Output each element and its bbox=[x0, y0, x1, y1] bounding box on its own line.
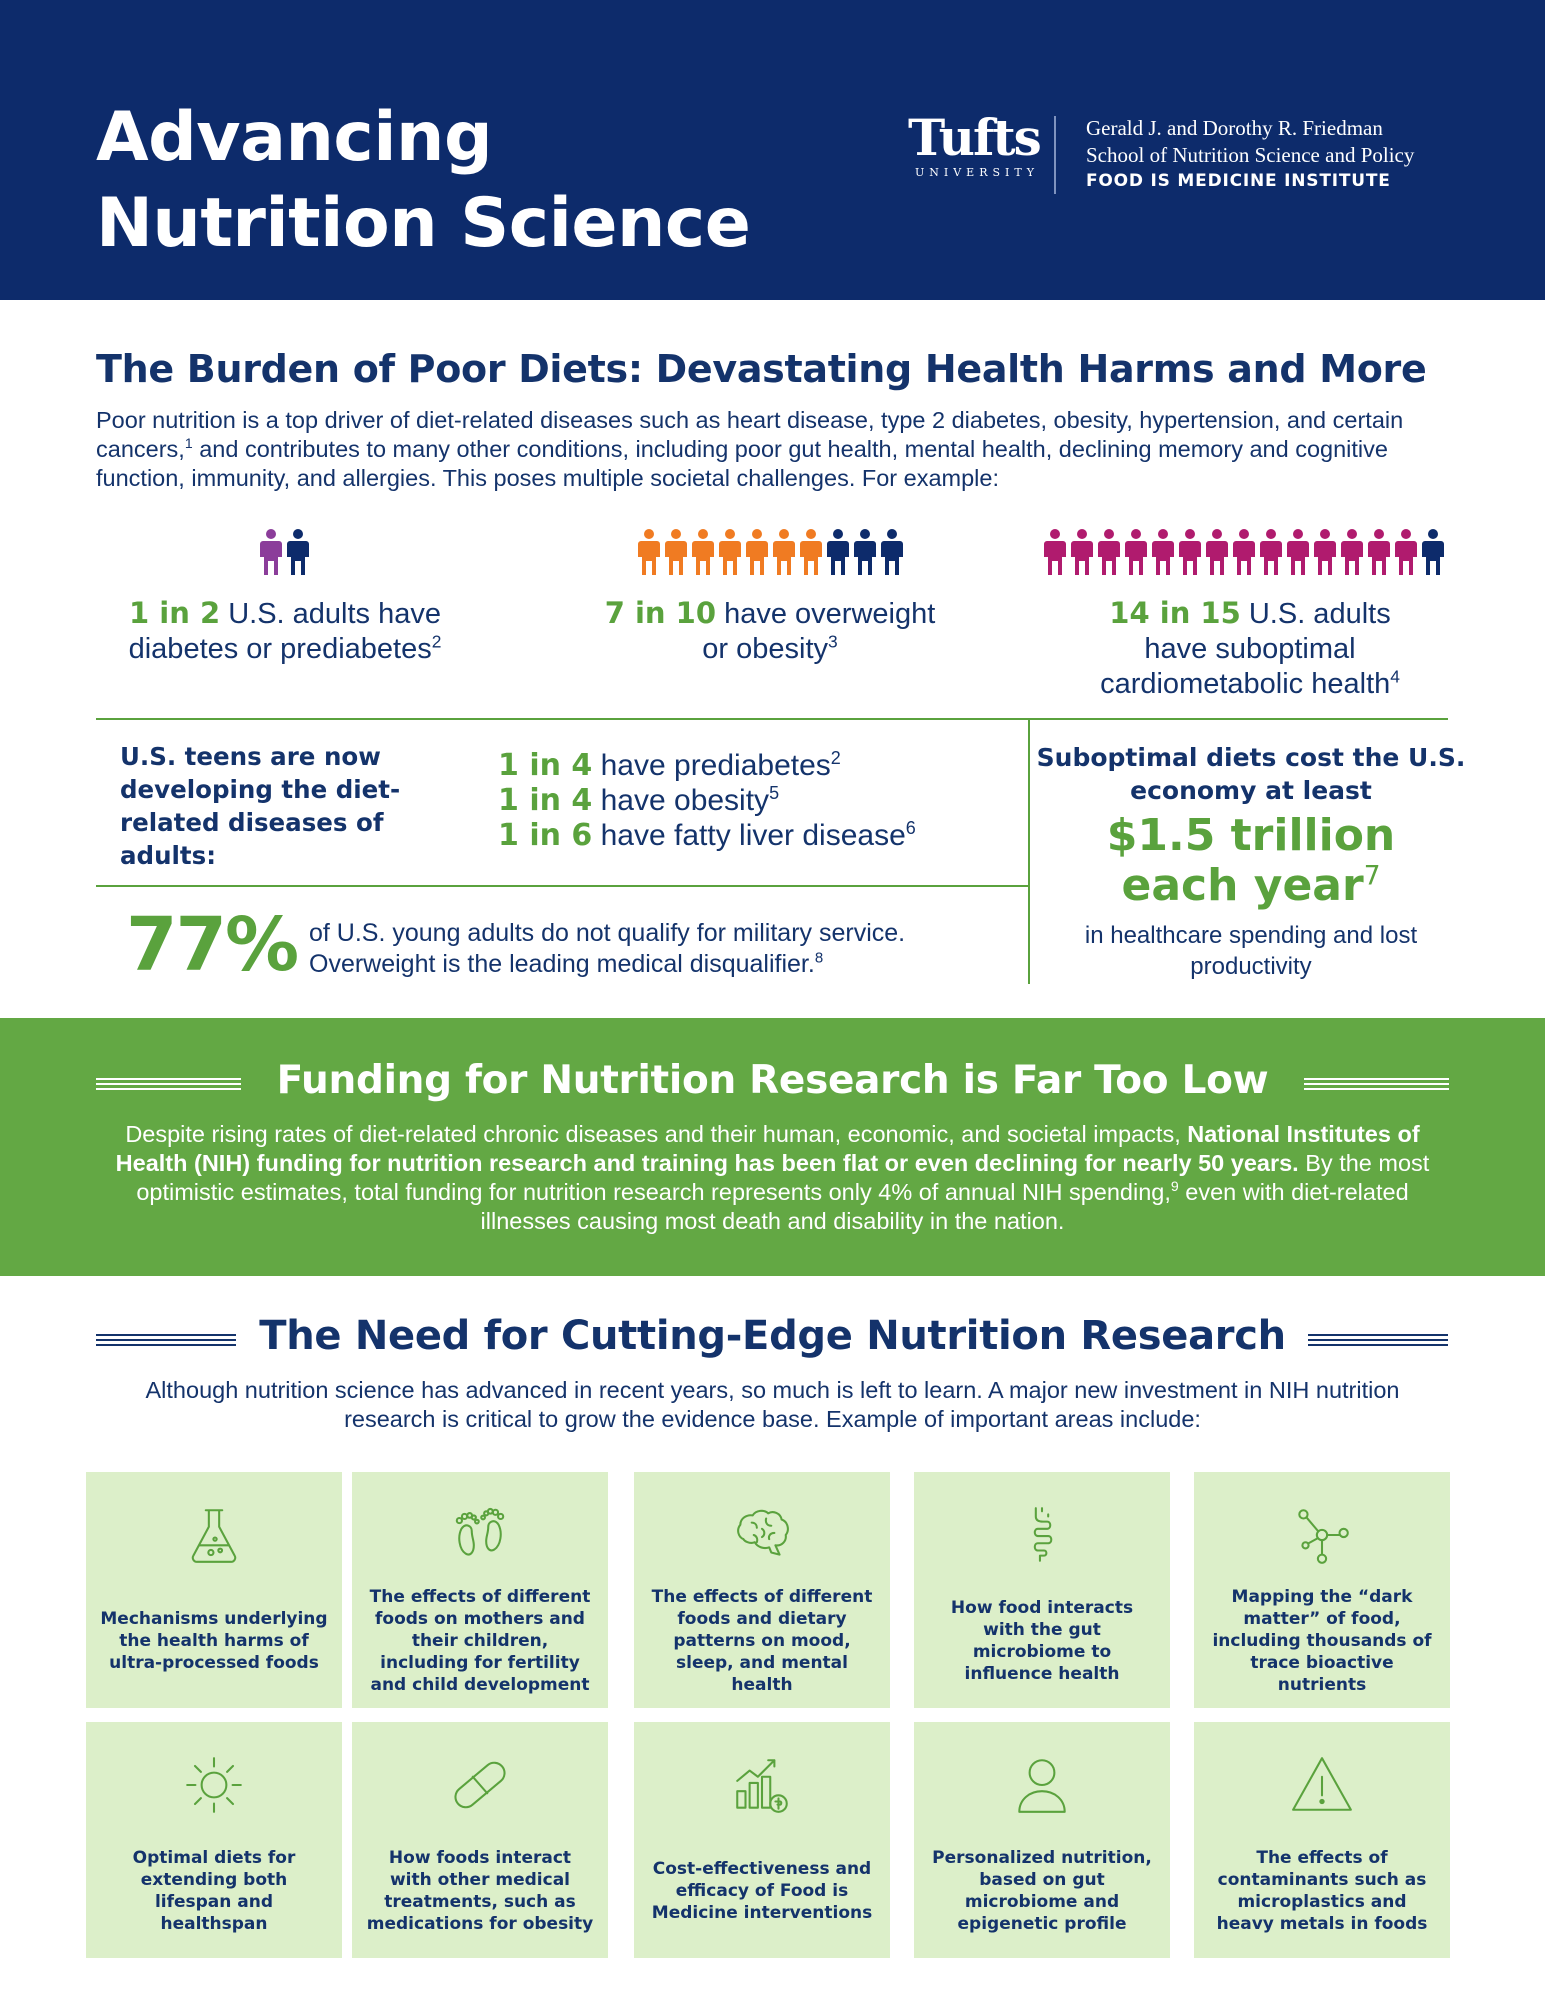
stat-text: cardiometabolic health bbox=[1100, 668, 1391, 700]
institute-name: FOOD IS MEDICINE INSTITUTE bbox=[1086, 171, 1391, 191]
school-name-line-1: Gerald J. and Dorothy R. Friedman bbox=[1086, 116, 1383, 140]
stat-diabetes bbox=[90, 596, 480, 667]
research-area-tile bbox=[634, 1722, 890, 1958]
person-icon bbox=[1259, 528, 1283, 576]
military-text bbox=[309, 918, 905, 980]
sun-icon bbox=[181, 1752, 247, 1823]
footnote-ref: 3 bbox=[828, 631, 838, 652]
school-name-line-2: School of Nutrition Science and Policy bbox=[1086, 143, 1415, 167]
footnote-ref: 5 bbox=[769, 783, 780, 803]
research-area-label: Mapping the “dark matter” of food, including thousands of trace bioactive nutrients bbox=[1212, 1587, 1432, 1695]
teens-stats-list bbox=[498, 748, 916, 853]
economy-amount bbox=[1036, 811, 1466, 911]
need-title: The Need for Cutting-Edge Nutrition Research bbox=[259, 1313, 1286, 1359]
person-icon bbox=[1178, 528, 1202, 576]
brain-icon bbox=[729, 1502, 795, 1573]
economy-amount-line-1: $1.5 trillion bbox=[1106, 810, 1396, 861]
footnote-ref: 2 bbox=[431, 631, 442, 652]
research-area-tile bbox=[914, 1722, 1170, 1958]
research-area-label: How food interacts with the gut microbiome to influence health bbox=[950, 1598, 1134, 1684]
footnote-ref: 8 bbox=[814, 949, 824, 967]
people-icons-overweight bbox=[637, 528, 904, 576]
burden-intro-part-2: and contributes to many other conditions, including poor gut health, mental health, declining memory and cognitive function, immunity, and allergies. This poses multiple societal challenges. For example: bbox=[96, 436, 1388, 491]
footnote-ref: 1 bbox=[184, 435, 193, 452]
stat-highlight: 1 in 6 bbox=[498, 818, 593, 853]
funding-title: Funding for Nutrition Research is Far Too Low bbox=[276, 1058, 1269, 1103]
stat-highlight: 1 in 4 bbox=[498, 748, 593, 783]
teens-heading: U.S. teens are now developing the diet-related diseases of adults: bbox=[120, 742, 401, 870]
person-icon bbox=[1097, 528, 1121, 576]
warning-icon bbox=[1289, 1752, 1355, 1823]
stat-text: have suboptimal bbox=[1144, 633, 1356, 665]
research-area-tile bbox=[634, 1472, 890, 1708]
divider-vertical bbox=[1028, 718, 1030, 984]
economy-footer: in healthcare spending and lost productivity bbox=[1084, 922, 1418, 980]
footnote-ref: 4 bbox=[1390, 666, 1400, 687]
stat-text: or obesity bbox=[702, 633, 829, 665]
header-banner bbox=[0, 0, 1545, 300]
people-icons-diabetes bbox=[259, 528, 310, 576]
person-icon bbox=[1043, 528, 1067, 576]
funding-body-part-2: By the most optimistic estimates, total funding for nutrition research represents only 4% of annual NIH spending, bbox=[136, 1150, 1430, 1205]
research-area-label: The effects of contaminants such as microplastics and heavy metals in foods bbox=[1216, 1848, 1428, 1934]
funding-body-part-1: Despite rising rates of diet-related chronic diseases and their human, economic, and societal impacts, bbox=[125, 1121, 1188, 1147]
research-area-label: Optimal diets for extending both lifespan and healthspan bbox=[132, 1848, 296, 1934]
person-icon bbox=[1205, 528, 1229, 576]
person-icon bbox=[853, 528, 877, 576]
funding-body bbox=[100, 1120, 1445, 1236]
person-icon bbox=[880, 528, 904, 576]
divider-middle bbox=[96, 885, 1028, 887]
military-line-2: Overweight is the leading medical disqualifier. bbox=[309, 950, 815, 978]
research-area-label: Mechanisms underlying the health harms of ultra-processed foods bbox=[100, 1609, 328, 1673]
funding-body-part-3: even with diet-related illnesses causing most death and disability in the nation. bbox=[480, 1179, 1409, 1234]
divider-top bbox=[96, 718, 1448, 720]
person-icon bbox=[1394, 528, 1418, 576]
stat-overweight bbox=[560, 596, 980, 667]
person-icon bbox=[1151, 528, 1175, 576]
stat-highlight: 7 in 10 bbox=[604, 596, 717, 630]
person-icon bbox=[1367, 528, 1391, 576]
person-icon bbox=[286, 528, 310, 576]
person-icon bbox=[1009, 1752, 1075, 1823]
stat-highlight: 1 in 4 bbox=[498, 783, 593, 818]
teens-stat-item bbox=[498, 818, 916, 853]
stat-highlight: 14 in 15 bbox=[1109, 596, 1241, 630]
research-area-label: The effects of different foods on mothers and their children, including for fertility and child development bbox=[369, 1587, 591, 1695]
research-area-tile bbox=[86, 1472, 342, 1708]
footnote-ref: 6 bbox=[905, 818, 916, 838]
person-icon bbox=[637, 528, 661, 576]
person-icon bbox=[745, 528, 769, 576]
research-area-tile bbox=[1194, 1722, 1450, 1958]
person-icon bbox=[826, 528, 850, 576]
footnote-ref: 2 bbox=[830, 748, 841, 768]
research-area-tile bbox=[352, 1472, 608, 1708]
teens-stat-item bbox=[498, 748, 916, 783]
people-icons-cardiometabolic bbox=[1043, 528, 1445, 576]
teens-stat-item bbox=[498, 783, 916, 818]
burden-intro bbox=[96, 406, 1456, 493]
stat-text: have fatty liver disease bbox=[592, 819, 906, 852]
page-title-line-2: Nutrition Science bbox=[96, 184, 751, 263]
person-icon bbox=[1340, 528, 1364, 576]
research-area-tile bbox=[352, 1722, 608, 1958]
page-title bbox=[96, 95, 750, 267]
research-area-label: The effects of different foods and dietary patterns on mood, sleep, and mental health bbox=[651, 1587, 873, 1695]
footprints-icon bbox=[447, 1502, 513, 1573]
flask-icon bbox=[181, 1502, 247, 1573]
research-area-label: How foods interact with other medical treatments, such as medications for obesity bbox=[366, 1848, 594, 1934]
logo-divider bbox=[1054, 116, 1056, 194]
person-icon bbox=[1124, 528, 1148, 576]
tufts-university-label: UNIVERSITY bbox=[915, 166, 1039, 179]
research-area-label: Personalized nutrition, based on gut microbiome and epigenetic profile bbox=[932, 1848, 1152, 1934]
research-area-tile bbox=[914, 1472, 1170, 1708]
military-percent: 77% bbox=[126, 902, 298, 988]
molecule-icon bbox=[1289, 1502, 1355, 1573]
person-icon bbox=[1286, 528, 1310, 576]
military-line-1: of U.S. young adults do not qualify for military service. bbox=[309, 919, 906, 947]
stat-text: have overweight bbox=[716, 598, 936, 630]
stat-text: U.S. adults have bbox=[220, 598, 441, 630]
funding-band bbox=[0, 1018, 1545, 1276]
person-icon bbox=[1421, 528, 1445, 576]
person-icon bbox=[691, 528, 715, 576]
burden-intro-part-1: Poor nutrition is a top driver of diet-related diseases such as heart disease, type 2 diabetes, obesity, hypertension, and certain cancers, bbox=[96, 407, 1404, 462]
stat-text: U.S. adults bbox=[1240, 598, 1391, 630]
pill-icon bbox=[447, 1752, 513, 1823]
stat-highlight: 1 in 2 bbox=[129, 596, 221, 630]
person-icon bbox=[1232, 528, 1256, 576]
person-icon bbox=[664, 528, 688, 576]
person-icon bbox=[772, 528, 796, 576]
economy-amount-line-2: each year bbox=[1121, 860, 1364, 911]
need-intro: Although nutrition science has advanced in recent years, so much is left to learn. A major new investment in NIH nutrition research is critical to grow the evidence base. Example of important areas include: bbox=[145, 1377, 1400, 1432]
economy-heading: Suboptimal diets cost the U.S. economy at least bbox=[1036, 743, 1466, 805]
tufts-wordmark: Tufts bbox=[908, 108, 1040, 167]
burden-section-title: The Burden of Poor Diets: Devastating Health Harms and More bbox=[96, 347, 1427, 391]
research-area-tile bbox=[1194, 1472, 1450, 1708]
person-icon bbox=[1313, 528, 1337, 576]
research-area-tile bbox=[86, 1722, 342, 1958]
page-title-line-1: Advancing bbox=[96, 98, 493, 177]
footnote-ref: 9 bbox=[1170, 1178, 1179, 1195]
research-area-label: Cost-effectiveness and efficacy of Food is Medicine interventions bbox=[651, 1859, 873, 1923]
funding-body-bold: National Institutes of Health (NIH) funding for nutrition research and training has been flat or even declining for nearly 50 years. bbox=[115, 1121, 1420, 1176]
stat-text: have prediabetes bbox=[592, 749, 831, 782]
person-icon bbox=[1070, 528, 1094, 576]
person-icon bbox=[259, 528, 283, 576]
person-icon bbox=[799, 528, 823, 576]
person-icon bbox=[718, 528, 742, 576]
stat-text: diabetes or prediabetes bbox=[128, 633, 432, 665]
tufts-logo bbox=[908, 108, 1448, 202]
stat-cardiometabolic bbox=[1030, 596, 1470, 702]
stat-text: have obesity bbox=[592, 784, 770, 817]
gut-icon bbox=[1009, 1502, 1075, 1573]
footnote-ref: 7 bbox=[1363, 860, 1381, 892]
cost-chart-icon bbox=[729, 1752, 795, 1823]
